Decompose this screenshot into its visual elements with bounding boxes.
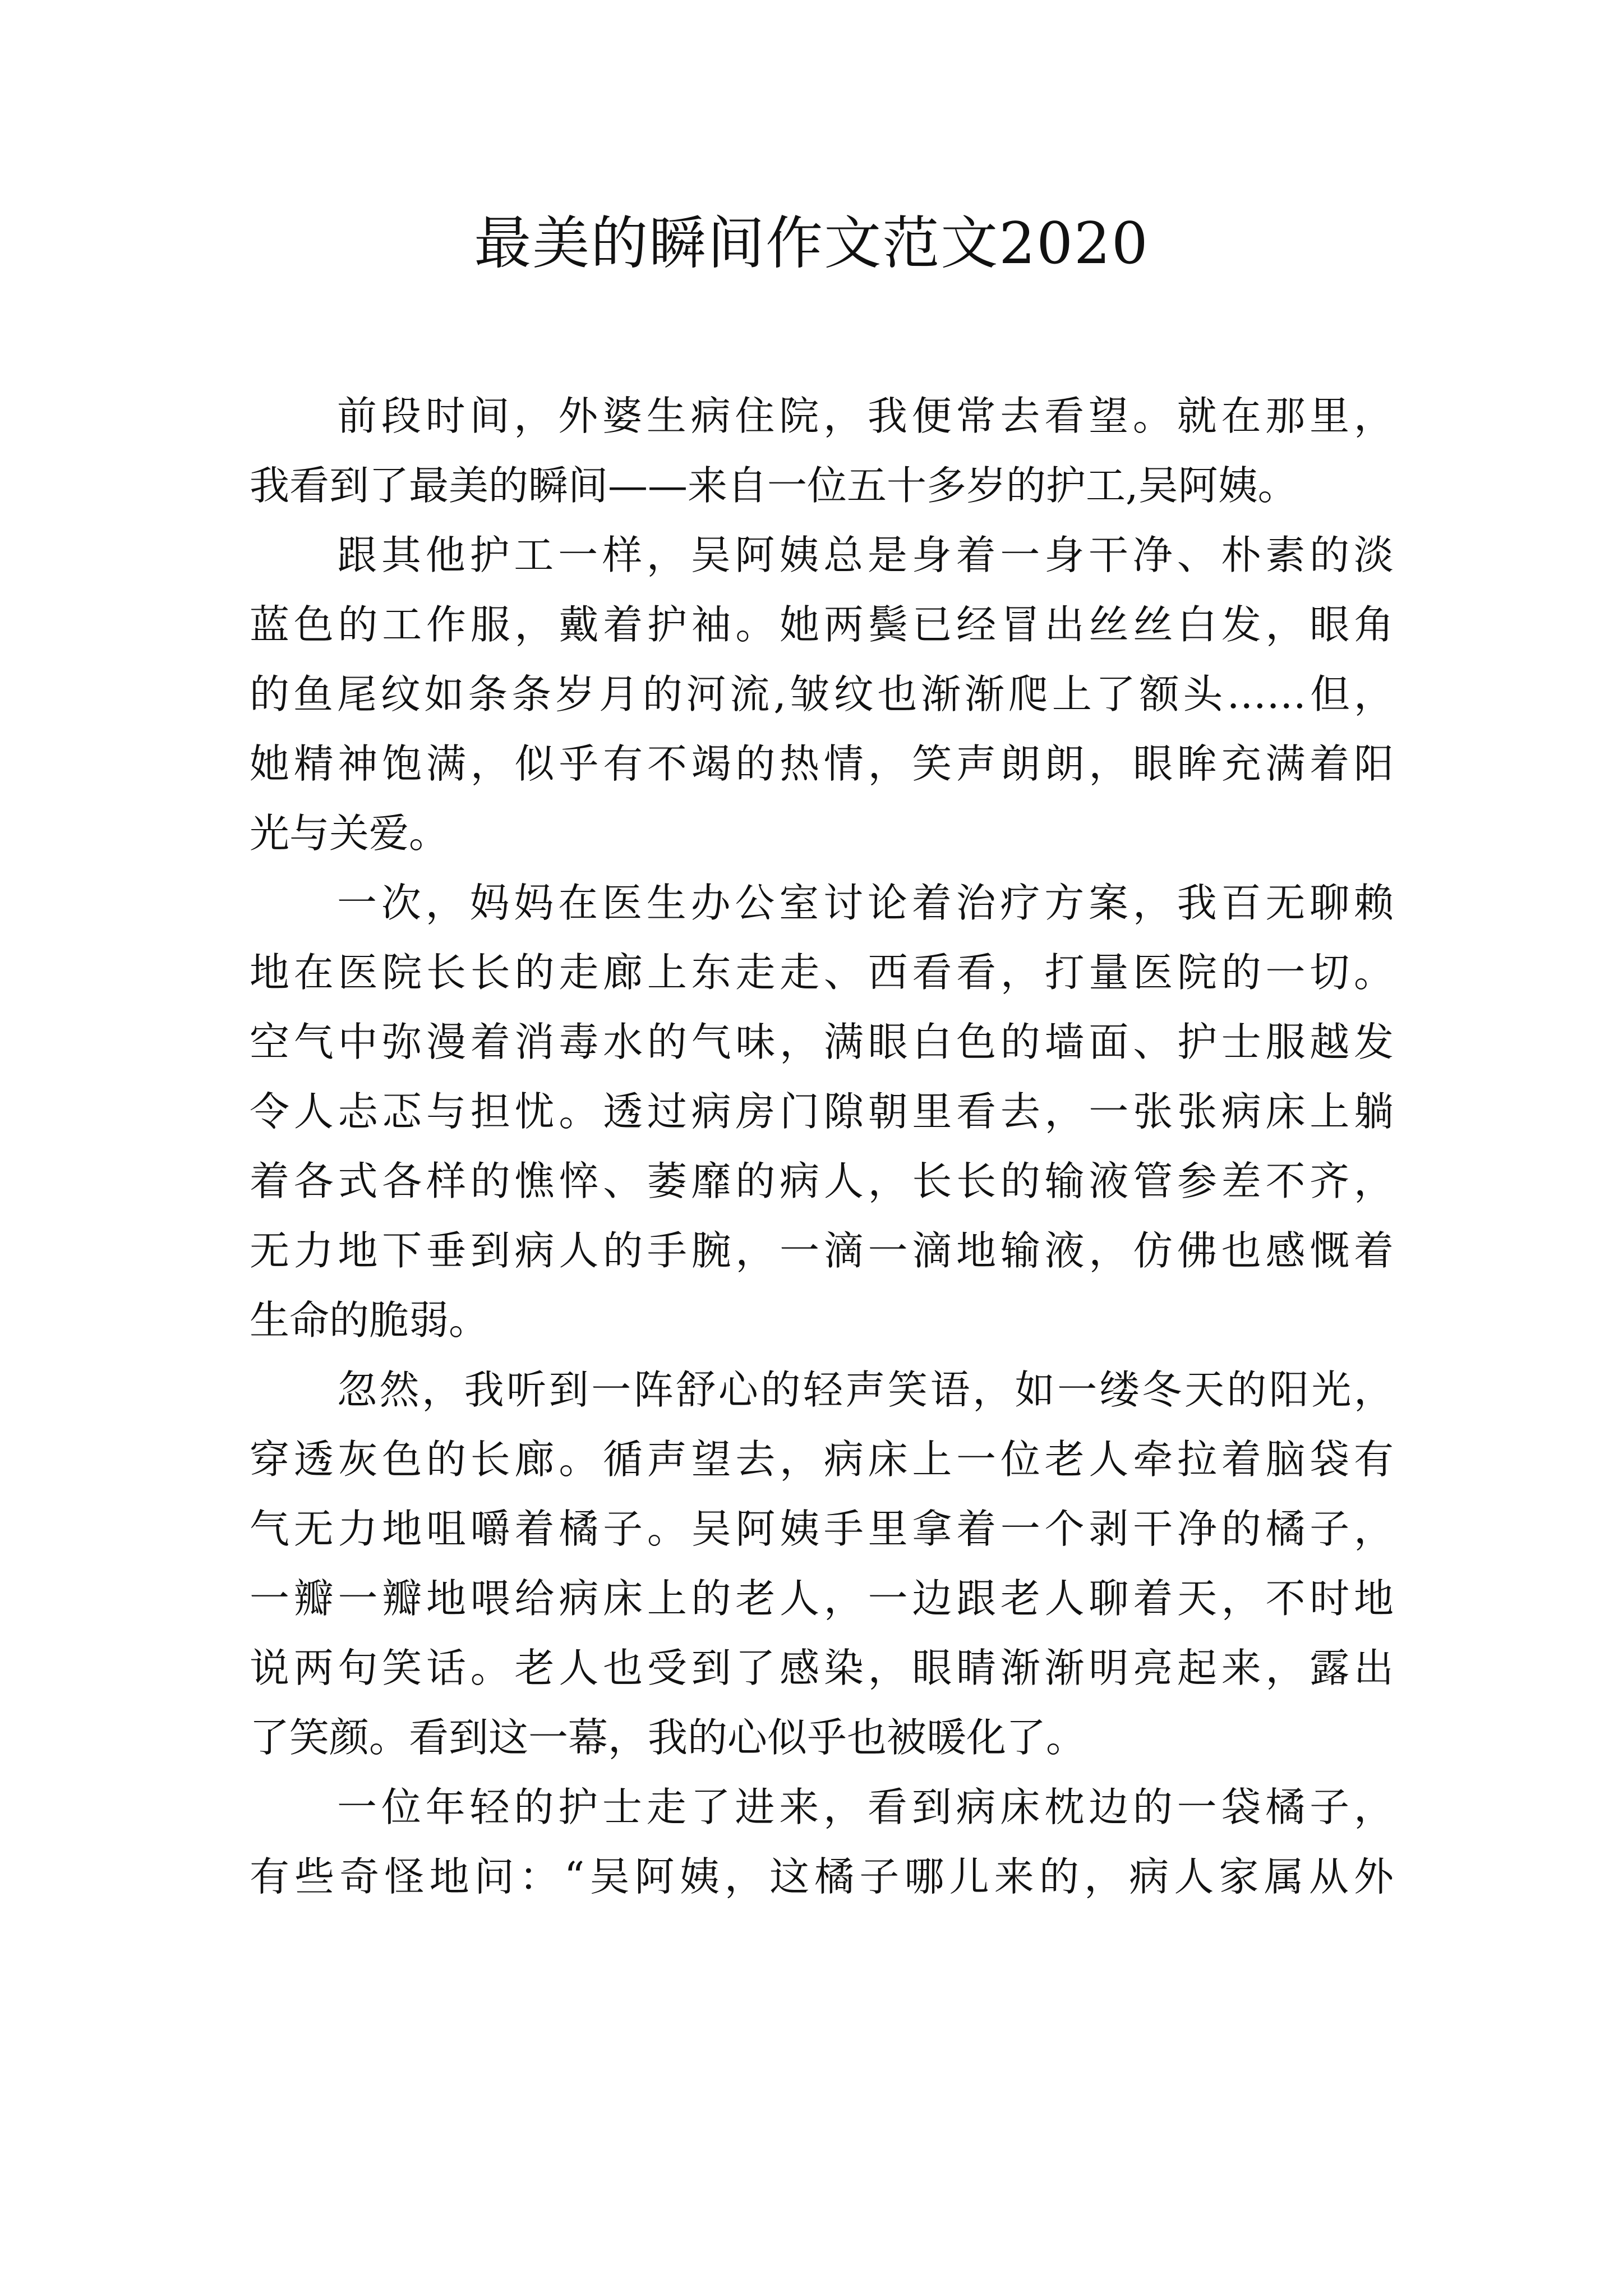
text-line: 忽然，我听到一阵舒心的轻声笑语，如一缕冬天的阳光， xyxy=(337,1366,1394,1413)
text-line: 前段时间，外婆生病住院，我便常去看望。就在那里， xyxy=(337,393,1394,439)
text-line: 着各式各样的憔悴、萎靡的病人，长长的输液管参差不齐， xyxy=(250,1158,1394,1204)
text-line: 有些奇怪地问：“吴阿姨，这橘子哪儿来的，病人家属从外 xyxy=(250,1853,1394,1900)
text-line: 一瓣一瓣地喂给病床上的老人，一边跟老人聊着天，不时地 xyxy=(250,1575,1394,1622)
text-line: 了笑颜。看到这一幕，我的心似乎也被暖化了。 xyxy=(250,1714,1086,1761)
text-line: 穿透灰色的长廊。循声望去，病床上一位老人牵拉着脑袋有 xyxy=(250,1436,1394,1483)
text-line: 光与关爱。 xyxy=(250,810,449,857)
text-line: 的鱼尾纹如条条岁月的河流,皱纹也渐渐爬上了额头……但， xyxy=(250,671,1394,717)
text-line: 蓝色的工作服，戴着护袖。她两鬓已经冒出丝丝白发，眼角 xyxy=(250,601,1394,648)
text-line: 无力地下垂到病人的手腕，一滴一滴地输液，仿佛也感慨着 xyxy=(250,1227,1394,1274)
paragraph-2 xyxy=(250,521,1394,868)
paragraph-5 xyxy=(250,1773,1394,1912)
text-line: 跟其他护工一样，吴阿姨总是身着一身干净、朴素的淡 xyxy=(337,532,1394,578)
text-line: 一次，妈妈在医生办公室讨论着治疗方案，我百无聊赖 xyxy=(337,880,1394,926)
paragraph-3 xyxy=(250,868,1394,1355)
text-line: 生命的脆弱。 xyxy=(250,1297,489,1343)
text-line: 令人忐忑与担忧。透过病房门隙朝里看去，一张张病床上躺 xyxy=(250,1088,1394,1135)
text-line: 一位年轻的护士走了进来，看到病床枕边的一袋橘子， xyxy=(337,1784,1394,1830)
paragraph-4 xyxy=(250,1355,1394,1773)
text-line: 她精神饱满，似乎有不竭的热情，笑声朗朗，眼眸充满着阳 xyxy=(250,740,1394,787)
paragraph-1 xyxy=(250,381,1394,521)
document-body xyxy=(250,381,1394,1912)
text-line: 地在医院长长的走廊上东走走、西看看，打量医院的一切。 xyxy=(250,949,1394,996)
document-title: 最美的瞬间作文范文2020 xyxy=(474,210,1149,277)
text-line: 说两句笑话。老人也受到了感染，眼睛渐渐明亮起来，露出 xyxy=(250,1645,1394,1691)
text-line: 气无力地咀嚼着橘子。吴阿姨手里拿着一个剥干净的橘子， xyxy=(250,1506,1394,1552)
text-line: 我看到了最美的瞬间——来自一位五十多岁的护工,吴阿姨。 xyxy=(250,462,1298,509)
text-line: 空气中弥漫着消毒水的气味，满眼白色的墙面、护士服越发 xyxy=(250,1019,1394,1065)
